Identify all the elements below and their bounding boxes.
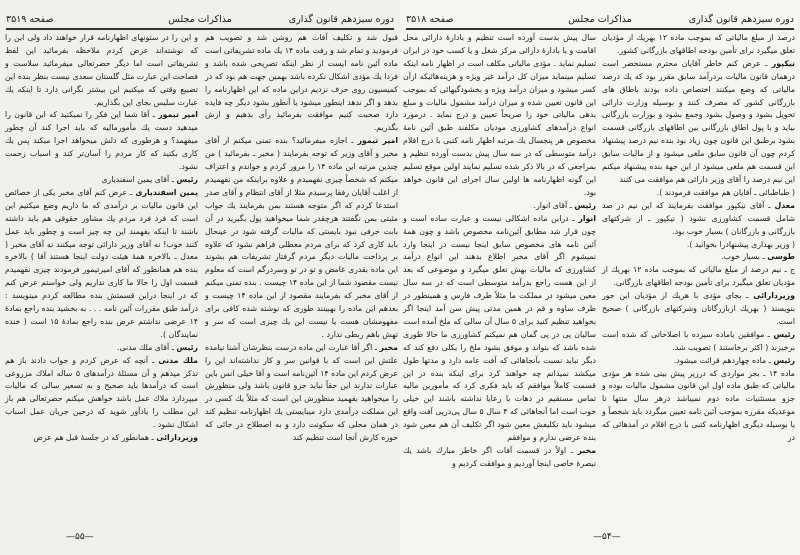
paragraph [205, 32, 398, 135]
paragraph-text: ـ آقای نیکپور موافقت بفرمایند که این نیم در صد شامل قسمت کشاورزی نشود ( نیکپور ـ از شرکتهای بازرگانی و بازرگانان ) بسیار خوب بود. [602, 200, 795, 236]
paragraph [5, 174, 198, 187]
speaker-name: رئیس [773, 329, 795, 339]
speaker-name: مخبر [379, 342, 398, 352]
paragraph [602, 355, 795, 368]
paragraph-text: سال پیش بدست آورده است تنظیم و بادارهٔ دارائی محل اقامت و یا بادارهٔ دارائی مرکز شغل و یا کسب خود در ایران تسلیم نماید . مؤدی مالیاتی مکلف است در اظهار نامه اینکه تسلیم مینماید میزان کل درآمد غیر ویژه و هزینه‌هائیکه ازآن کسر میشود و میزان درآمد ویژه و بخشودگیهائی که بموجب این قانون تعیین شده و میزان درآمد مشمول مالیات و مبلغ بدهی مالیاتی خود را صریحاً تعیین و درج نماید . درمورد انواع درآمدهای کشاورزی مودیان مکلفند طبق آئین نامهٔ مخصوص هر پنجسال یك مرتبه اظهار نامه کتبی با درج اقلام درآمد متوسطی که در سه سال پیش بدست آورده تنظیم و بمراجعی که در بالا ذکر شده تسلیم نمایند اولین موقع تسلیم این گونه اظهارنامه ها اولین سال اجرای این قانون خواهد بود. [403, 33, 596, 197]
paragraph-text: ـ اگر آقا عبارت این ماده درست بنظرشان آشنا نیامده علتش این است که با قوانین سر و کار نداشته‌اند این را عرض کردم این ماده ۱۴ آئین‌نامه است و آقا خیلی انس باین عبارات ندارند این حقاً نباید جزو قانون باشد ولی منظورش را میخواهید بفهمید منظورش این است که مثلاً یك کسی در این مملکت درآمدی دارد میبایستی یك اظهارنامه تنظیم کند در همان محلی که سکونت دارد و به اصطلاح در جائی که حوزه کارش آنجا است تنظیم کند [205, 342, 398, 443]
paragraph [602, 264, 795, 290]
paragraph-text: ـ دراین ماده اشکالی نیست و عبارت ساده است و چون قرار شد مطابق آئین‌نامه مخصوص باشد و چون همهٔ آئین نامه های مخصوص سابق اینجا نیست در اینجا وارد نمیشوم اگر آقای مخبر اطلاع بدهند این انواع درآمد کشاورزی که مالیات بهش تعلق میگیرد و موضوعی که بعد از این هست راجع بدرآمد متوسطی است که در سه سال معین میشود در مملکت ما مثلاً طرف فارس و همینطور در طرف ساوه و قم در همین مدتی پیش سن آمد اینجا اگر بخواهید تنظیم کنید برای ۵ سال آن سالی که ملخ آمده است سالیان پی در پی گمان هم نمیکنم کشاورزی ما حالا طوری شده باشد که بتواند و موفق بشود ملخ را بکلی دفع کند که دیگر نباید نسبت بآنجاهائی که آفت عامه دارد و مدتها طول میکشد نمیدانم چه خواهند کرد برای اینکه بنده در این قسمت کاملاً موافقم که باید فکری کرد که مأمورین مالیه تماس مستقیم در دهات با رعایا نداشته باشند این خیلی خوب است اما آنجاهائی که ۴ سال ۵ سال پی‌درپی آفت واقع میشود باید تکلیفش معین شود اگر تکلیف آن هم معین شود بنده عرضی ندارم و موافقم [403, 213, 597, 443]
paragraph-text: ـ موافقین باماده سیزده با اصلاحاتی که شده است برخیزند ( اکثر برخاستند ) تصویب شد. [602, 329, 795, 352]
paragraph [403, 445, 596, 471]
text-column-right [205, 32, 398, 445]
speaker-name: رئیس [773, 355, 795, 365]
paragraph [602, 368, 795, 445]
paragraph-text: ـ آقای انوار. [533, 200, 572, 210]
paragraph-text: ( وزیر بهداری پیشنهادرا بخوانید ). [686, 239, 795, 249]
paragraph [205, 342, 398, 445]
speaker-name: ملك مدنی [158, 355, 198, 365]
speaker-name: امیر تیمور [158, 110, 198, 120]
paragraph [602, 58, 795, 187]
paragraph [602, 290, 795, 329]
speaker-name: وزیردارائی [156, 433, 198, 443]
paragraph-text: ـ اجازه میفرمائید؟ بنده تمنی میکنم از آقای مخبر و آقای وزیر که توجه بفرمایند ( مخبر ـ بفرمائید ) من چندین مرتبه این ماده ۱۴ را مرور کردم و خواندم و اعتراف میکنم که شخصاً چیزی نفهمیدم و علاوه براینکه من نفهمیدم از اغلب آقایان رفقا پرسیدم مثلا از آقای انتظام و آقای صدر استدعا کردم که اگر متوجه هستند بمن بفرمایند یك جواب مثبتی بمن نگفتند هرچقدر شما میخواهید پول بگیرید در آن بابت حرفی نبود بایستی که مالیات گرفته شود در عینحال باید کاری کرد که برای مردم معطلی فراهم نشود که علاوه بر پرداخت مالیات دیگر مردم گرفتار تشریفات هم بشوند این ماده بقدری غامض و تو در تو وسردرگم است که معلوم نیست مقصود شما از این ماده ۱۴ چیست . بنده تمنی میکنم از آقای مخبر که بفرمایند مقصود از این ماده ۱۴ چیست و بعدهم این ماده را بهبینند طوری که نوشته شده کافی برای مفهومشان هست یا نیست این یك چیزی است که سر و تهش باهم ربطی ندارد . [205, 136, 398, 339]
paragraph [5, 342, 198, 355]
page-header [6, 14, 394, 30]
speaker-name: معدل [774, 200, 795, 210]
speaker-name: طوسی [767, 252, 795, 262]
text-column-right [602, 32, 795, 445]
paragraph [403, 32, 596, 200]
page-3518 [400, 0, 800, 555]
speaker-name: مخبر [577, 446, 596, 455]
page-footer-number: —۵۵— [66, 532, 94, 542]
paragraph-text: ماده ۱۴ ـ بجز مواردی که درزیر پیش بینی شده هر مؤدی مالیاتی که طبق ماده اول این قانون مشمول مالیات بوده و جزو مستثنیات ماده دوم نمیباشد درهر سال منتها تا موعدیکه مقرره بموجب آئین نامه تعیین میگردد باید شخصاً و یا بوسیله دیگری اظهارنامه کتبی با درج اقلام در آمدهائی که در [602, 368, 795, 443]
speaker-name: وزیردارائی [753, 291, 795, 301]
paragraph-text: و این را در ستونهای اظهارنامه قرار خواهند داد ولی این را که نوشته‌اند عرض کردم ملاحظه بفرمائید این لفظ تشریفاتی است اما دیگر حضرتعالی میفرمائید سلاست و فصاحت این عبارت مثل گلستان سعدی نیست بنظر بنده این تضییع وقتی که میکنیم این بیشتر نگرانی دارد تا اینکه یك عبارت سلیس بجای این بگذاریم. [5, 33, 198, 107]
paragraph-text: ـ آقای ملك مدنی. [117, 342, 174, 352]
paragraph-text: ـ عرض کنم آقای مخبر یکی از خصائص این قانون مالیات بر درآمدی که ما داریم وضع میکنیم این است که فرد فرد مردم یك مشاور حقوقی هم باید داشته باشند تا اینکه بفهمند این چه چیز است و چطور باید عمل کنند خوب! نه آقای وزیر دارائی توجه میکنند نه آقای مخبر ( معدل ـ بالاخره همهٔ هیئت دولت اینجا هستند آقا ) بالاخره بنده هم همانطور که آقای امیرتیمور فرمودند چیزی نفهمیدم قسمت اول را حالا ما کاری نداریم ولی خواستم عرض کنم که در اینجا دراین قسمتش بنده مطالعه کردم مینویسد : درآمد طبق مقررات آئین نامه . . . به بخشید بنده راجع بمادهٔ ۱۴ عرضی نداشتم عرض بنده راجع بمادهٔ ۱۵ است ( خنده نمایندگان ). [5, 187, 198, 339]
speaker-name: یمین اسفندیاری [135, 187, 198, 197]
paragraph-text: ـ ماده چهاردهم قرائت میشود. [673, 355, 771, 365]
text-column-left [5, 32, 198, 445]
page-header [406, 14, 794, 30]
paragraph-text: ـ آقای یمین اسفندیاری [101, 174, 174, 184]
paragraph [602, 32, 795, 58]
paragraph [602, 329, 795, 355]
page-footer-number: —۵۴— [593, 532, 621, 542]
speaker-name: رئیس [176, 342, 198, 352]
paragraph-text: درصد از مبلغ مالیاتی که بموجب ماده ۱۲ بهریك از مؤدیان تعلق میگیرد برای تأمین بودجه اطاقهای بازرگانی کشور. [602, 33, 795, 55]
paragraph-text: ج ـ نیم درصد از مبلغ مالیاتی که بموجب ماده ۱۲ بهریك از مؤدیان تعلق میگیرد برای تأمین بودجه اطاقهای بازرگانی. [602, 265, 795, 288]
speaker-name: رئیس [176, 174, 198, 184]
paragraph [403, 200, 596, 213]
paragraph-text: ـ بجای مؤدی با هریك از مؤدیان این جور بنویسند ( بهریك ازبازرگانان وشرکتهای بازرگانی ) صحیح است. [602, 291, 795, 326]
paragraph [5, 432, 198, 445]
paragraph [602, 251, 795, 264]
paragraph-text: ـ اولاً در قسمت آفات اگر خاطر مبارك باشد یك تبصرهٔ خاصی اینجا آوردیم و موافقت کردیم و [403, 446, 596, 468]
paragraph [602, 200, 795, 239]
paragraph-text: ( طباطبائی ـ آقایان هم موافقت فرمودند ). [656, 187, 795, 197]
page-number: صفحه ۳۵۱۸ [406, 14, 454, 25]
paragraph [5, 32, 198, 109]
paragraph [5, 355, 198, 432]
speaker-name: نیکپور [771, 58, 795, 68]
publication-title: مذاکرات مجلس [568, 14, 632, 25]
paragraph [5, 187, 198, 342]
paragraph-text: ـ همانطور که در جلسهٔ قبل هم عرض [33, 433, 154, 443]
paragraph [403, 213, 596, 445]
publication-title: مذاکرات مجلس [168, 14, 232, 25]
paragraph [602, 239, 795, 252]
paragraph-text: ـ آقا شما این فکر را نمیکنید که این قانون را میدهید دست یك مأمورمالیه که باید اجرا کند آن چطور میفهمد؟ و هرطوری که دلش میخواهد اجرا میکند پس یك کاری بکنید که کار مردم را آسان‌تر کند و اسباب زحمت نشود. [5, 110, 198, 172]
paragraph [602, 187, 795, 200]
speaker-name: امیر تیمور [357, 136, 398, 146]
paragraph [205, 135, 398, 342]
paragraph-text: ـ بسیار خوب. [721, 252, 765, 262]
paragraph-text: قبول شد و تکلیف آفات هم روشن شد و تصویب هم فرمودید و تمام شد و رفت ماده ۱۴ یك ماده تشریفاتی است ماده آئین نامه ایست از نظر اینکه تصریحی شده باشد و فردا یك مؤدی اشکال نکرده باشد بهمین جهت هم بود که در کمیسیون روی حرف نزدیم دراین ماده که این اظهارنامه را بدهد و اگر ندهد اینطور میشود یا آنطور بشود دیگر چه فایده دارد صحبت کنیم موافقت بفرمائید رأی بدهیم و ازش بگذریم. [205, 33, 398, 133]
session-period: دوره سیزدهم قانون گذاری [688, 14, 794, 25]
session-period: دوره سیزدهم قانون گذاری [288, 14, 394, 25]
text-column-left [403, 32, 596, 471]
paragraph-text: ـ عرض کنم خاطر آقایان محترم مستحضر است درهمان قانون مالیات بردرآمد سابق مقرر بود که یك درصد مالیاتی که وضع میکنند اختصاص داده بودند باطاق های بازرگانی کشور که مصرف کنند و بوسیله وزارت دارائی تحویل بشود و وصول بشود وجمع بشود و بوزارت بازرگانی بیاید و با پول اطاق بازرگانی بین اطاقهای بازرگانی قسمت بشود برطبق این قانون چون زیاد بود بنده نیم درصد پیشنهاد کردم چون آن قانون سابق ملغی میشود و از مالیات سابق این قسمت هم ملغی میشود از این جهة بنده پیشنهاد میکنم این نیم درصد را آقای وزیر دارائی هم موافقت می کنند [602, 58, 795, 184]
paragraph [5, 109, 198, 174]
page-number: صفحه ۳۵۱۹ [6, 14, 54, 25]
paragraph-text: ـ آنچه که عرض کردم و جواب دادند باز هم تذکر میدهم و آن مسئلهٔ درآمدهای ۵ ساله املاك مزروعی است که درآمدها باید صحیح و به تسعیر سالی که مالیات میپردازد ملاك عمل باشد خواهش میکنم حضرتعالی هم باز این مطلب را یادآور شوید که درحین جریان عمل اسباب اشکال نشود . [5, 355, 198, 430]
speaker-name: انوار [578, 213, 597, 223]
speaker-name: رئیس [574, 200, 596, 210]
